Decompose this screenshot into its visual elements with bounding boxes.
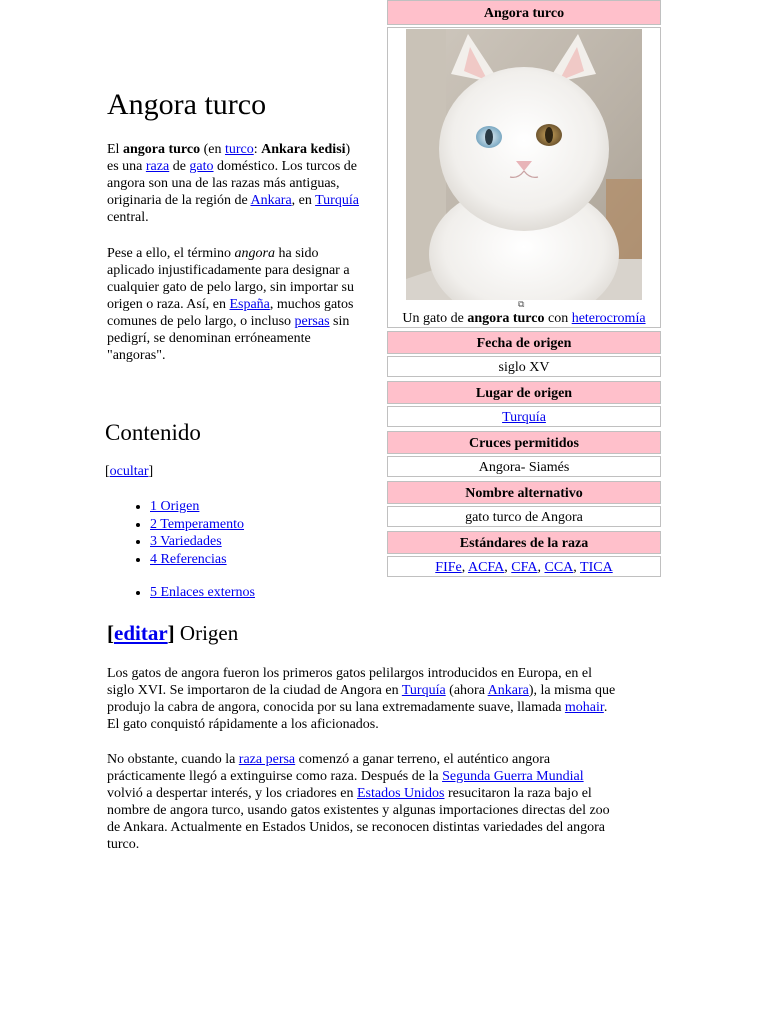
toc-link-variedades[interactable]: 3 Variedades	[150, 534, 222, 549]
row-value-fecha: siglo XV	[387, 356, 661, 377]
toc-toggle: [ocultar]	[105, 464, 154, 479]
infobox-image-box	[387, 27, 661, 328]
espana-link[interactable]: España	[229, 297, 270, 312]
toc-link-referencias[interactable]: 4 Referencias	[150, 551, 227, 567]
fife-link[interactable]: FIFe	[435, 560, 462, 575]
ocultar-link[interactable]: ocultar	[109, 464, 149, 479]
cat-photo[interactable]	[406, 29, 642, 300]
editar-link[interactable]: editar	[114, 621, 168, 645]
tica-link[interactable]: TICA	[580, 560, 613, 575]
ankara-link[interactable]: Ankara	[250, 193, 292, 208]
row-value-lugar	[387, 406, 661, 427]
row-head-nombre: Nombre alternativo	[387, 481, 661, 504]
intro-paragraph-1: El angora turco (en turco: Ankara kedisi) es una raza de gato doméstico. Los turcos de angora son una de las razas más antiguas, originaria de la región de Ankara, en Turquía central.	[107, 142, 359, 225]
row-head-fecha: Fecha de origen	[387, 331, 661, 354]
toc-item	[150, 551, 244, 569]
estados-unidos-link[interactable]: Estados Unidos	[356, 786, 445, 801]
infobox-title: Angora turco	[387, 0, 661, 25]
toc-item	[150, 498, 244, 516]
intro-paragraph-2: Pese a ello, el término angora ha sido aplicado injustificadamente para designar a cualquier gato de pelo largo, sin importar su origen o raza. Así, en España, muchos gatos comunes de pelo largo, o incluso persas sin pedigrí, se denominan erróneamente "angoras".	[107, 246, 355, 363]
toc-link-origen[interactable]: 1 Origen	[150, 499, 200, 514]
infobox	[387, 0, 661, 577]
toc-item	[150, 516, 244, 534]
origen-paragraph-1: Los gatos de angora fueron los primeros gatos pelilargos introducidos en Europa, en el siglo XVI. Se importaron de la ciudad de Angora en Turquía (ahora Ankara), la misma que produjo la cabra de angora, conocida por su lana extremadamente suave, llamada mohair. El gato conquistó rápidamente a los aficionados.	[107, 666, 616, 732]
row-value-cruces: Angora- Siamés	[387, 456, 661, 477]
image-caption: Un gato de angora turco con heterocromía	[402, 311, 646, 326]
row-head-cruces: Cruces permitidos	[387, 431, 661, 454]
raza-persa-link[interactable]: raza persa	[238, 752, 296, 767]
mohair-link[interactable]: mohair	[564, 700, 604, 715]
row-value-estandares: FIFe, ACFA, CFA, CCA, TICA	[387, 556, 661, 577]
cfa-link[interactable]: CFA	[511, 560, 538, 575]
ankara-link-origen[interactable]: Ankara	[487, 683, 529, 698]
toc-title: Contenido	[105, 420, 201, 445]
turquia-link-origen[interactable]: Turquía	[401, 683, 446, 698]
toc-item	[150, 533, 244, 551]
acfa-link[interactable]: ACFA	[467, 560, 505, 575]
toc-link-enlaces[interactable]: 5 Enlaces externos	[150, 585, 255, 600]
turquia-link-intro[interactable]: Turquía	[315, 193, 359, 208]
row-head-lugar: Lugar de origen	[387, 381, 661, 404]
raza-link[interactable]: raza	[145, 159, 170, 174]
origen-heading: [editar] Origen	[107, 621, 239, 645]
toc-item	[150, 584, 255, 602]
cca-link[interactable]: CCA	[544, 560, 574, 575]
segunda-guerra-link[interactable]: Segunda Guerra Mundial	[442, 769, 584, 784]
gato-link[interactable]: gato	[189, 159, 214, 174]
turco-link[interactable]: turco	[224, 142, 254, 157]
toc-list	[106, 498, 244, 568]
page-title: Angora turco	[107, 88, 267, 121]
persas-link[interactable]: persas	[294, 314, 330, 329]
row-value-nombre: gato turco de Angora	[387, 506, 661, 527]
enlarge-icon[interactable]: ⧉	[518, 300, 525, 310]
turquia-link[interactable]: Turquía	[502, 410, 546, 425]
row-head-estandares: Estándares de la raza	[387, 531, 661, 554]
origen-paragraph-2: No obstante, cuando la raza persa comenzó a ganar terreno, el auténtico angora prácticamente llegó a extinguirse como raza. Después de la Segunda Guerra Mundial volvió a despertar interés, y los criadores en Estados Unidos resucitaron la raza bajo el nombre de angora turco, usando gatos existentes y algunas importaciones directas del zoo de Ankara. Actualmente en Estados Unidos, se reconocen distintas variedades del angora turco.	[107, 752, 610, 852]
heterocromia-link[interactable]: heterocromía	[571, 311, 646, 326]
toc-list-extra	[106, 584, 255, 602]
toc-link-temperamento[interactable]: 2 Temperamento	[150, 516, 245, 532]
